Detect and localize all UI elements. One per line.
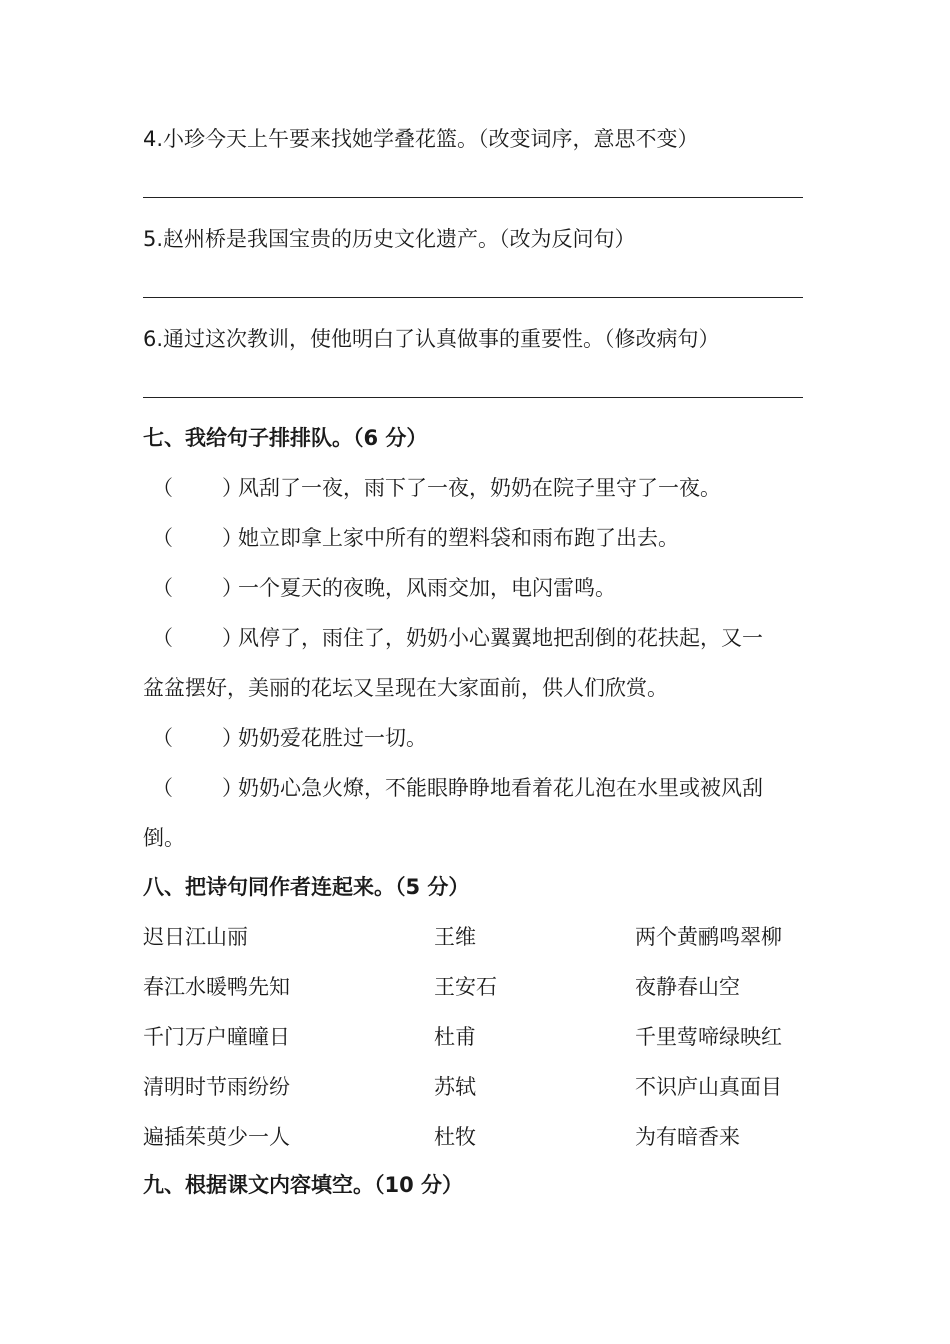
ordering-item	[152, 623, 763, 653]
ordering-sentence: 奶奶爱花胜过一切。	[238, 726, 427, 750]
author-name[interactable]: 杜牧	[434, 1125, 476, 1149]
author-name[interactable]: 杜甫	[434, 1025, 476, 1049]
ordering-sentence: 风刮了一夜，雨下了一夜，奶奶在院子里守了一夜。	[238, 476, 721, 500]
poem-line-right[interactable]: 不识庐山真面目	[635, 1075, 782, 1099]
poem-line-right[interactable]: 为有暗香来	[635, 1125, 740, 1149]
author-name[interactable]: 苏轼	[434, 1075, 476, 1099]
answer-line-5[interactable]	[143, 297, 803, 298]
author-name[interactable]: 王维	[434, 925, 476, 949]
question-4: 4.小珍今天上午要来找她学叠花篮。（改变词序，意思不变）	[143, 127, 699, 151]
ordering-sentence: 她立即拿上家中所有的塑料袋和雨布跑了出去。	[238, 526, 679, 550]
section8-heading: 八、把诗句同作者连起来。（5 分）	[143, 875, 470, 899]
author-name[interactable]: 王安石	[434, 975, 497, 999]
question-5: 5.赵州桥是我国宝贵的历史文化遗产。（改为反问句）	[143, 227, 636, 251]
poem-line-right[interactable]: 千里莺啼绿映红	[635, 1025, 782, 1049]
order-blank[interactable]: （ ）	[152, 576, 243, 600]
section9-heading: 九、根据课文内容填空。（10 分）	[143, 1173, 464, 1197]
order-blank[interactable]: （ ）	[152, 726, 243, 750]
ordering-item	[152, 473, 721, 503]
poem-line[interactable]: 春江水暖鸭先知	[143, 975, 290, 999]
answer-line-4[interactable]	[143, 197, 803, 198]
ordering-item	[152, 723, 427, 753]
order-blank[interactable]: （ ）	[152, 776, 243, 800]
ordering-sentence: 奶奶心急火燎，不能眼睁睁地看着花儿泡在水里或被风刮	[238, 776, 763, 800]
poem-line-right[interactable]: 夜静春山空	[635, 975, 740, 999]
ordering-item	[152, 573, 616, 603]
ordering-sentence: 一个夏天的夜晚，风雨交加，电闪雷鸣。	[238, 576, 616, 600]
answer-line-6[interactable]	[143, 397, 803, 398]
order-blank[interactable]: （ ）	[152, 526, 243, 550]
section7-heading: 七、我给句子排排队。（6 分）	[143, 426, 428, 450]
order-blank[interactable]: （ ）	[152, 626, 243, 650]
poem-line[interactable]: 迟日江山丽	[143, 925, 248, 949]
poem-line-right[interactable]: 两个黄鹂鸣翠柳	[635, 925, 782, 949]
ordering-sentence-continuation: 倒。	[143, 826, 185, 850]
poem-line[interactable]: 千门万户曈曈日	[143, 1025, 290, 1049]
ordering-item	[152, 523, 679, 553]
ordering-item	[152, 773, 763, 803]
ordering-sentence: 风停了，雨住了，奶奶小心翼翼地把刮倒的花扶起，又一	[238, 626, 763, 650]
ordering-sentence-continuation: 盆盆摆好，美丽的花坛又呈现在大家面前，供人们欣赏。	[143, 676, 668, 700]
question-6: 6.通过这次教训，使他明白了认真做事的重要性。（修改病句）	[143, 327, 720, 351]
order-blank[interactable]: （ ）	[152, 476, 243, 500]
poem-line[interactable]: 遍插茱萸少一人	[143, 1125, 290, 1149]
poem-line[interactable]: 清明时节雨纷纷	[143, 1075, 290, 1099]
